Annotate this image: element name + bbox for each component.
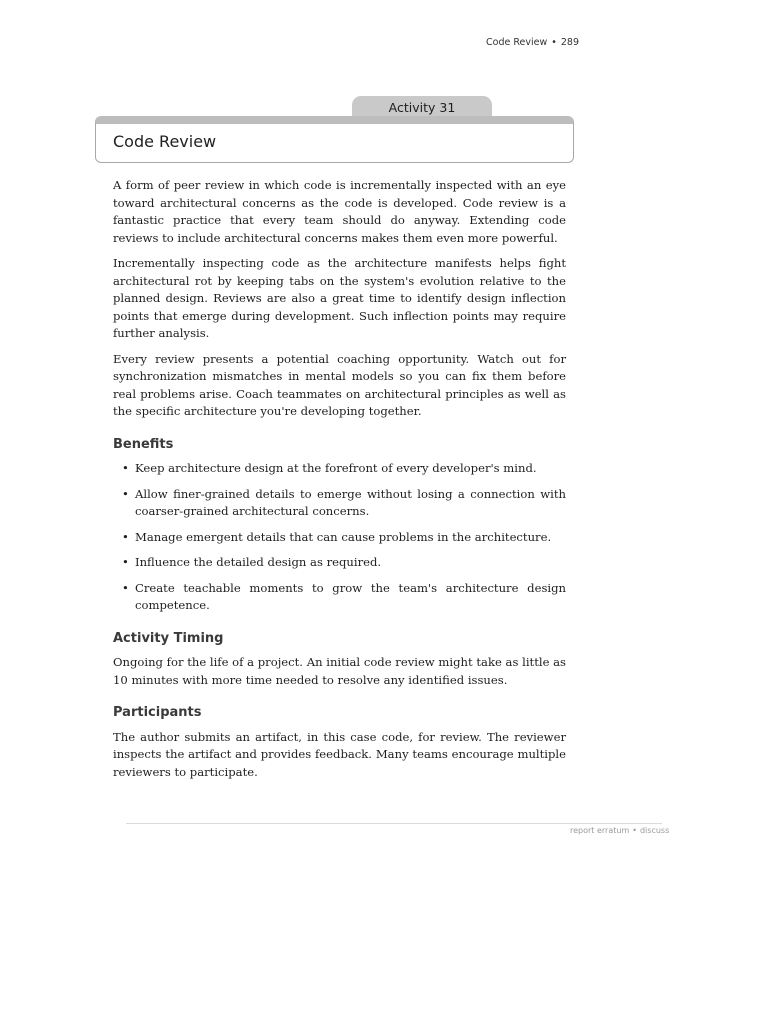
- benefit-text: Keep architecture design at the forefront of every developer's mind.: [135, 461, 537, 475]
- activity-timing-heading: Activity Timing: [113, 630, 224, 646]
- running-header: [486, 37, 579, 48]
- participants-text: The author submits an artifact, in this case code, for review. The reviewer inspects the artifact and provides feedback. Many teams encourage multiple reviewers to participate.: [113, 729, 566, 779]
- benefit-item: [113, 554, 566, 572]
- bullet-icon: •: [122, 461, 129, 475]
- page-title: Code Review: [113, 132, 217, 151]
- benefit-item: [113, 460, 566, 478]
- benefits-heading: Benefits: [113, 436, 174, 452]
- bullet-icon: •: [122, 486, 129, 501]
- benefits-list: [113, 460, 566, 615]
- page-number: 289: [560, 37, 579, 48]
- participants-heading: Participants: [113, 705, 202, 720]
- main-content: [113, 177, 566, 789]
- bullet-icon: •: [122, 529, 129, 544]
- activity-timing-text: Ongoing for the life of a project. An initial code review might take as little as 10 minutes with more time needed to resolve any identified issues.: [113, 655, 566, 687]
- benefit-text: Allow finer-grained details to emerge without losing a connection with coarser-grained architectural concerns.: [135, 486, 566, 518]
- footer-links: [570, 826, 669, 835]
- running-title: Code Review: [486, 37, 548, 48]
- title-box: [95, 116, 574, 163]
- header-separator: •: [551, 37, 557, 48]
- intro-paragraph-3: Every review presents a potential coaching opportunity. Watch out for synchronization mismatches in mental models so you can fix them before real problems arise. Coach teammates on architectural principles as well as the specific architecture you're developing together.: [113, 351, 566, 418]
- footer-divider: [126, 823, 662, 824]
- activity-tab: Activity 31: [352, 96, 492, 119]
- bullet-icon: •: [122, 555, 129, 569]
- benefit-item: [113, 529, 566, 547]
- intro-paragraph-1: A form of peer review in which code is incrementally inspected with an eye toward architectural concerns as the code is developed. Code review is a fantastic practice that every team should do anyway. Extending code reviews to include architectural concerns makes them even more powerful.: [113, 178, 566, 245]
- benefit-text: Manage emergent details that can cause problems in the architecture.: [135, 529, 552, 544]
- footer-separator: •: [632, 826, 637, 835]
- intro-paragraph-2: Incrementally inspecting code as the architecture manifests helps fight architectural rot by keeping tabs on the system's evolution relative to the planned design. Reviews are also a great time to identify design inflection points that emerge during development. Such inflection points may require further analysis.: [113, 256, 566, 340]
- benefit-item: [113, 580, 566, 615]
- benefit-text: Create teachable moments to grow the team's architecture design competence.: [135, 580, 566, 612]
- bullet-icon: •: [122, 580, 129, 595]
- discuss-link[interactable]: discuss: [639, 826, 670, 835]
- benefit-item: [113, 486, 566, 521]
- report-erratum-link[interactable]: report erratum: [570, 826, 630, 835]
- benefit-text: Influence the detailed design as required.: [135, 555, 382, 569]
